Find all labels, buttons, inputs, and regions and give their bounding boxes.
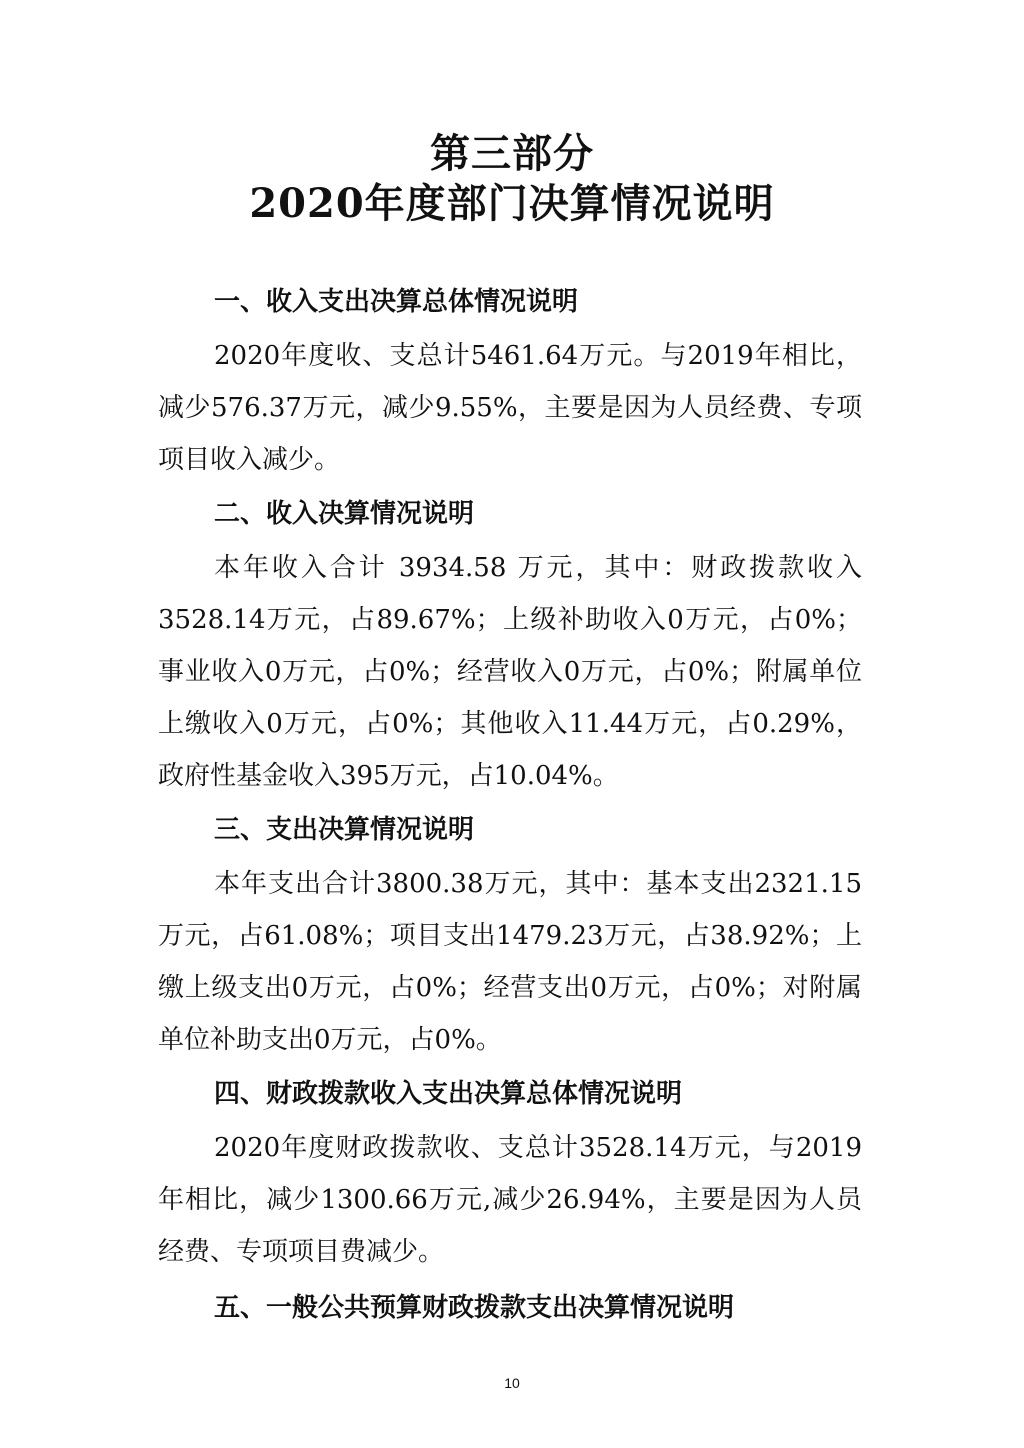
section-heading-4: 四、财政拨款收入支出决算总体情况说明	[214, 1079, 683, 1109]
section-paragraph-1: 2020年度收、支总计5461.64万元。与2019年相比，减少576.37万元，减少9.55%，主要是因为人员经费、专项项目收入减少。	[158, 341, 862, 475]
section-paragraph-4: 2020年度财政拨款收、支总计3528.14万元，与2019年相比，减少1300.66万元,减少26.94%，主要是因为人员经费、专项项目费减少。	[158, 1133, 862, 1267]
part-title: 第三部分	[430, 130, 594, 177]
section-heading-2: 二、收入决算情况说明	[214, 499, 475, 529]
report-title: 2020年度部门决算情况说明	[249, 180, 775, 227]
section-paragraph-3: 本年支出合计3800.38万元，其中：基本支出2321.15万元，占61.08%；项目支出1479.23万元，占38.92%；上缴上级支出0万元，占0%；经营支出0万元，占0%；对附属单位补助支出0万元，占0%。	[158, 869, 862, 1055]
section-paragraph-2: 本年收入合计 3934.58 万元，其中：财政拨款收入3528.14万元，占89.67%；上级补助收入0万元，占0%；事业收入0万元，占0%；经营收入0万元，占0%；附属单位上缴收入0万元，占0%；其他收入11.44万元，占0.29%，政府性基金收入395万元，占10.04%。	[158, 553, 862, 791]
page-number: 10	[504, 1375, 520, 1391]
section-heading-5: 五、一般公共预算财政拨款支出决算情况说明	[214, 1293, 735, 1323]
section-heading-1: 一、收入支出决算总体情况说明	[214, 287, 579, 317]
document-body	[158, 276, 862, 1334]
section-heading-3: 三、支出决算情况说明	[214, 815, 475, 845]
